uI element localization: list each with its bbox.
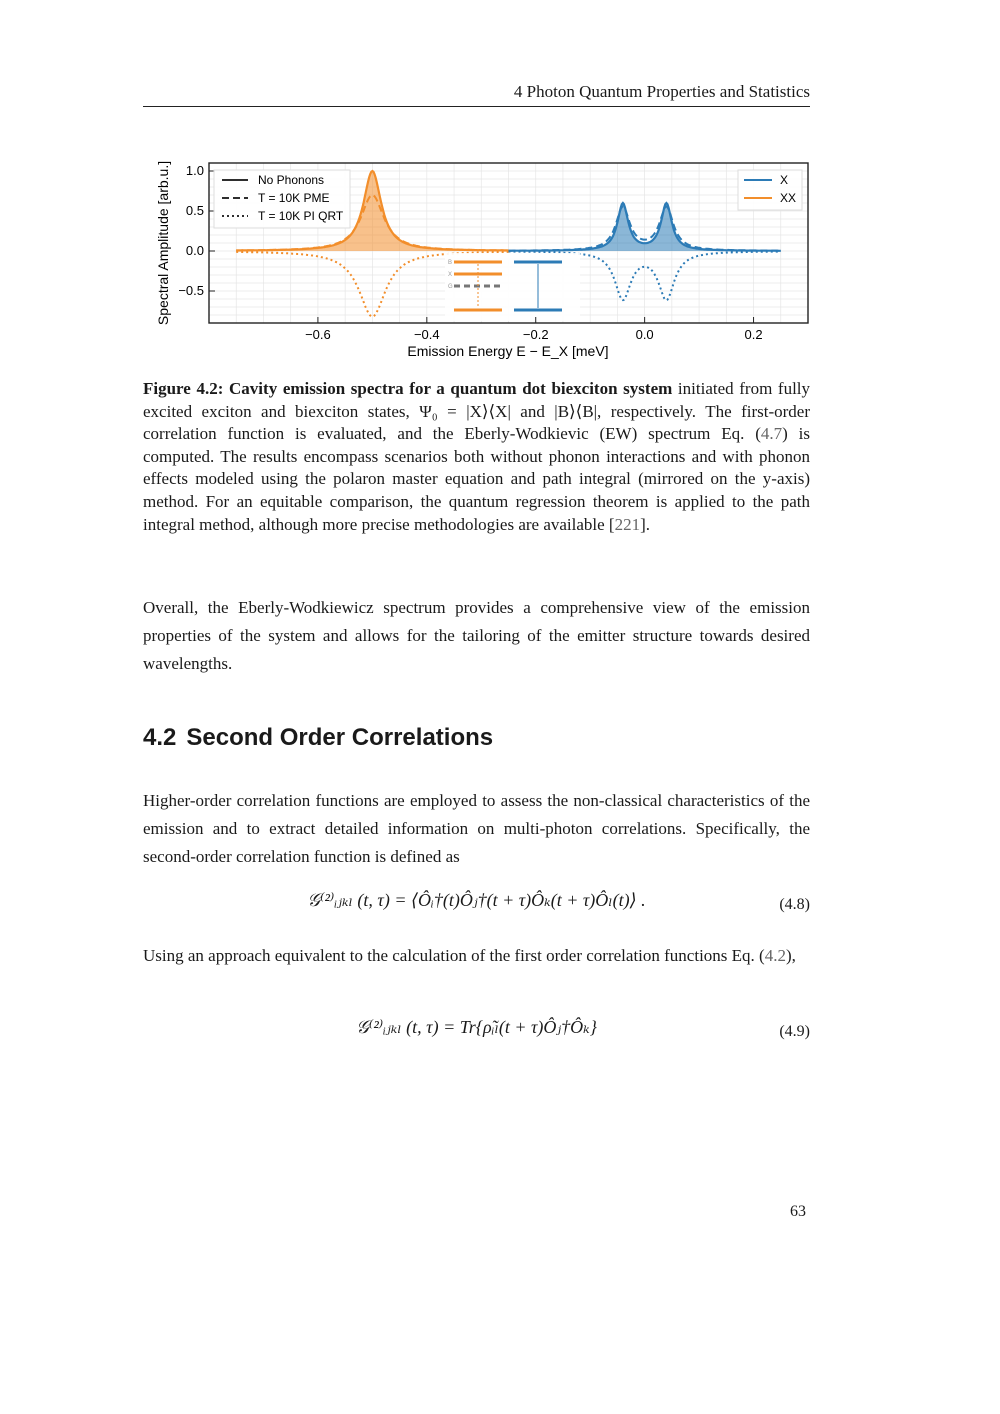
equation-4-9-body: 𝒢⁽²⁾ᵢⱼₖₗ (t, τ) = Tr{ρ̃ᵢₗ(t + τ)Ôⱼ†Ôₖ} [356,1017,597,1037]
style-legend-label: No Phonons [258,173,325,187]
ref-eq-4-2[interactable]: 4.2 [764,946,786,965]
series-legend-label: XX [780,191,797,205]
x-tick-label: −0.6 [305,327,331,342]
caption-body2: ) is computed. The results encompass scenarios both without phonon interactions and with phonon effects modeled using the polaron master equation and path integral (mirrored on the y-axis) method. For an equitable comparison, the quantum regression theorem is applied to the path integral method, although more precise methodologies are available [ [143,424,811,534]
paragraph-approach [143,942,810,970]
y-axis-label: Spectral Amplitude [arb.u.] [155,160,171,326]
inset-state-label: X [448,272,453,278]
paragraph-approach-end: ), [785,946,796,965]
section-title: Second Order Correlations [186,724,494,751]
paragraph-overall: Overall, the Eberly-Wodkiewicz spectrum provides a comprehensive view of the emission properties of the system and allows for the tailoring of the emitter structure towards desired wavelengths. [143,598,810,673]
equation-4-9 [143,1017,810,1051]
y-tick-label: −0.5 [178,283,204,298]
section-number: 4.2 [143,724,177,751]
x-tick-label: −0.4 [413,327,440,342]
y-tick-label: 0.0 [185,243,204,258]
figure-caption [143,378,810,536]
caption-title: Cavity emission spectra for a quantum dot biexciton system [229,379,673,398]
equation-4-8-body: 𝒢⁽²⁾ᵢⱼₖₗ (t, τ) = ⟨Ôᵢ†(t)Ôⱼ†(t + τ)Ôₖ(t + τ)Ôₗ(t)⟩ . [307,890,646,910]
y-tick-label: 0.5 [185,203,204,218]
equation-4-8-number: (4.8) [779,896,810,913]
running-head: 4 Photon Quantum Properties and Statistics [143,82,810,107]
x-tick-label: 0.0 [635,327,654,342]
paragraph-higher-order: Higher-order correlation functions are employed to assess the non-classical characteristics of the emission and to extract detailed information on multi-photon correlations. Specifically, the second-order correlation function is defined as [143,791,810,866]
style-legend-label: T = 10K PI QRT [258,209,344,223]
energy-level-inset [445,253,580,321]
line-style-legend [214,170,350,228]
paragraph-approach-text: Using an approach equivalent to the calculation of the first order correlation functions Eq. ( [143,946,765,965]
inset-state-label: G [448,284,453,290]
page-number: 63 [790,1203,806,1220]
equation-4-9-number: (4.9) [779,1023,810,1040]
style-legend-label: T = 10K PME [258,191,330,205]
caption-label: Figure 4.2: [143,379,224,398]
caption-body: initiated from fully excited exciton and biexciton states, Ψ₀ = |X⟩⟨X| and |B⟩⟨B|, respectively. The first-order correlation function is evaluated, and the Eberly-Wodkievic (EW) spectrum Eq. ( [143,379,811,444]
x-axis-label: Emission Energy E − E_X [meV] [407,343,609,359]
caption-ref-eq[interactable]: 4.7 [760,424,783,444]
equation-4-8 [143,890,810,924]
series-legend [738,170,802,210]
emission-spectrum-chart [150,148,820,368]
caption-ref-citation[interactable]: 221 [614,514,641,534]
caption-end: ]. [640,514,651,534]
x-tick-label: −0.2 [522,327,549,342]
section-heading [143,724,493,752]
series-legend-label: X [780,173,789,187]
y-tick-label: 1.0 [185,163,204,178]
x-tick-label: 0.2 [744,327,763,342]
inset-state-label: B [448,260,453,266]
